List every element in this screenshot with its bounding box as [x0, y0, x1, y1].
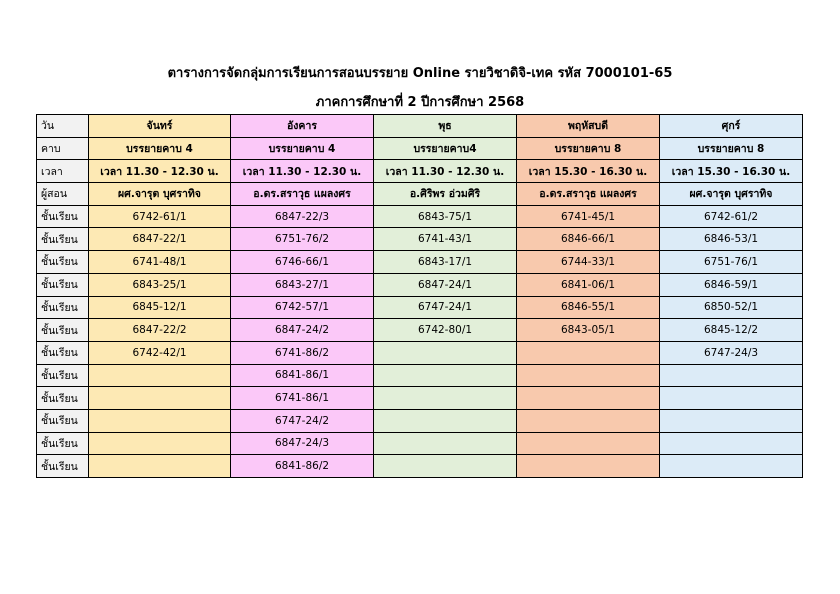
class-code-cell	[374, 455, 517, 478]
class-code-cell	[517, 455, 660, 478]
row-label: คาบ	[37, 137, 89, 160]
class-code-cell: 6846-53/1	[660, 228, 803, 251]
day-period-cell: บรรยายคาบ 8	[517, 137, 660, 160]
class-code-cell: 6744-33/1	[517, 251, 660, 274]
day-period-cell: บรรยายคาบ4	[374, 137, 517, 160]
row-label: ผู้สอน	[37, 183, 89, 206]
row-label: ชั้นเรียน	[37, 228, 89, 251]
class-code-cell	[660, 409, 803, 432]
class-code-cell: 6741-45/1	[517, 205, 660, 228]
day-time-cell: เวลา 11.30 - 12.30 น.	[89, 160, 231, 183]
class-row	[37, 432, 803, 455]
instructor-row	[37, 183, 803, 206]
day-name-cell: พุธ	[374, 115, 517, 138]
class-code-cell: 6847-24/3	[231, 432, 374, 455]
class-code-cell: 6843-25/1	[89, 273, 231, 296]
day-period-cell: บรรยายคาบ 4	[231, 137, 374, 160]
class-code-cell: 6742-57/1	[231, 296, 374, 319]
class-row	[37, 387, 803, 410]
day-instructor-cell: ผศ.จารุต บุศราทิจ	[660, 183, 803, 206]
class-row	[37, 273, 803, 296]
class-code-cell: 6742-61/2	[660, 205, 803, 228]
class-code-cell: 6741-48/1	[89, 251, 231, 274]
row-label: ชั้นเรียน	[37, 432, 89, 455]
day-name-cell: ศุกร์	[660, 115, 803, 138]
row-label: ชั้นเรียน	[37, 387, 89, 410]
day-time-cell: เวลา 15.30 - 16.30 น.	[660, 160, 803, 183]
day-name-cell: จันทร์	[89, 115, 231, 138]
class-code-cell	[660, 432, 803, 455]
class-code-cell: 6841-86/2	[231, 455, 374, 478]
time-row	[37, 160, 803, 183]
class-code-cell	[374, 387, 517, 410]
day-period-cell: บรรยายคาบ 8	[660, 137, 803, 160]
class-code-cell	[374, 432, 517, 455]
day-instructor-cell: อ.ดร.สราวุธ แผลงศร	[231, 183, 374, 206]
class-code-cell	[660, 364, 803, 387]
class-code-cell: 6747-24/1	[374, 296, 517, 319]
class-code-cell: 6742-42/1	[89, 341, 231, 364]
schedule-table	[36, 114, 803, 478]
row-label: ชั้นเรียน	[37, 251, 89, 274]
class-code-cell: 6845-12/1	[89, 296, 231, 319]
class-code-cell	[374, 409, 517, 432]
class-code-cell	[517, 341, 660, 364]
class-code-cell: 6843-17/1	[374, 251, 517, 274]
class-code-cell	[374, 341, 517, 364]
class-code-cell	[89, 455, 231, 478]
class-code-cell: 6846-66/1	[517, 228, 660, 251]
class-code-cell	[517, 432, 660, 455]
day-time-cell: เวลา 11.30 - 12.30 น.	[374, 160, 517, 183]
class-code-cell: 6746-66/1	[231, 251, 374, 274]
class-code-cell	[660, 455, 803, 478]
row-label: ชั้นเรียน	[37, 364, 89, 387]
row-label: วัน	[37, 115, 89, 138]
class-code-cell: 6847-22/2	[89, 319, 231, 342]
class-code-cell	[374, 364, 517, 387]
day-period-cell: บรรยายคาบ 4	[89, 137, 231, 160]
day-instructor-cell: อ.ดร.สราวุธ แผลงศร	[517, 183, 660, 206]
class-row	[37, 228, 803, 251]
class-row	[37, 364, 803, 387]
day-instructor-cell: ผศ.จารุต บุศราทิจ	[89, 183, 231, 206]
class-code-cell: 6846-55/1	[517, 296, 660, 319]
class-code-cell	[89, 364, 231, 387]
row-label: ชั้นเรียน	[37, 409, 89, 432]
day-time-cell: เวลา 15.30 - 16.30 น.	[517, 160, 660, 183]
class-code-cell: 6847-24/1	[374, 273, 517, 296]
day-name-cell: พฤหัสบดี	[517, 115, 660, 138]
class-code-cell: 6847-24/2	[231, 319, 374, 342]
day-name-cell: อังคาร	[231, 115, 374, 138]
class-row	[37, 319, 803, 342]
class-row	[37, 296, 803, 319]
class-code-cell: 6742-61/1	[89, 205, 231, 228]
class-code-cell: 6841-86/1	[231, 364, 374, 387]
class-code-cell	[517, 387, 660, 410]
class-code-cell: 6741-86/2	[231, 341, 374, 364]
class-code-cell: 6847-22/1	[89, 228, 231, 251]
class-code-cell: 6843-27/1	[231, 273, 374, 296]
class-code-cell: 6843-75/1	[374, 205, 517, 228]
class-row	[37, 341, 803, 364]
class-code-cell: 6747-24/3	[660, 341, 803, 364]
day-instructor-cell: อ.ศิริพร อ่วมศิริ	[374, 183, 517, 206]
row-label: ชั้นเรียน	[37, 455, 89, 478]
class-code-cell: 6741-43/1	[374, 228, 517, 251]
schedule-table-body	[37, 115, 803, 478]
class-row	[37, 251, 803, 274]
document-title: ตารางการจัดกลุ่มการเรียนการสอนบรรยาย Online รายวิชาดิจิ-เทค รหัส 7000101-65	[167, 66, 673, 81]
day-row	[37, 115, 803, 138]
document-subtitle: ภาคการศึกษาที่ 2 ปีการศึกษา 2568	[315, 95, 525, 110]
class-code-cell: 6841-06/1	[517, 273, 660, 296]
class-row	[37, 409, 803, 432]
class-code-cell	[89, 409, 231, 432]
class-row	[37, 455, 803, 478]
row-label: ชั้นเรียน	[37, 341, 89, 364]
class-code-cell: 6845-12/2	[660, 319, 803, 342]
row-label: ชั้นเรียน	[37, 273, 89, 296]
class-code-cell: 6741-86/1	[231, 387, 374, 410]
class-code-cell: 6742-80/1	[374, 319, 517, 342]
period-row	[37, 137, 803, 160]
class-code-cell: 6846-59/1	[660, 273, 803, 296]
class-code-cell	[660, 387, 803, 410]
row-label: ชั้นเรียน	[37, 296, 89, 319]
class-code-cell: 6847-22/3	[231, 205, 374, 228]
row-label: ชั้นเรียน	[37, 319, 89, 342]
class-row	[37, 205, 803, 228]
class-code-cell	[517, 364, 660, 387]
row-label: ชั้นเรียน	[37, 205, 89, 228]
class-code-cell: 6850-52/1	[660, 296, 803, 319]
class-code-cell: 6751-76/1	[660, 251, 803, 274]
class-code-cell	[517, 409, 660, 432]
class-code-cell	[89, 387, 231, 410]
row-label: เวลา	[37, 160, 89, 183]
class-code-cell	[89, 432, 231, 455]
class-code-cell: 6751-76/2	[231, 228, 374, 251]
class-code-cell: 6747-24/2	[231, 409, 374, 432]
class-code-cell: 6843-05/1	[517, 319, 660, 342]
day-time-cell: เวลา 11.30 - 12.30 น.	[231, 160, 374, 183]
